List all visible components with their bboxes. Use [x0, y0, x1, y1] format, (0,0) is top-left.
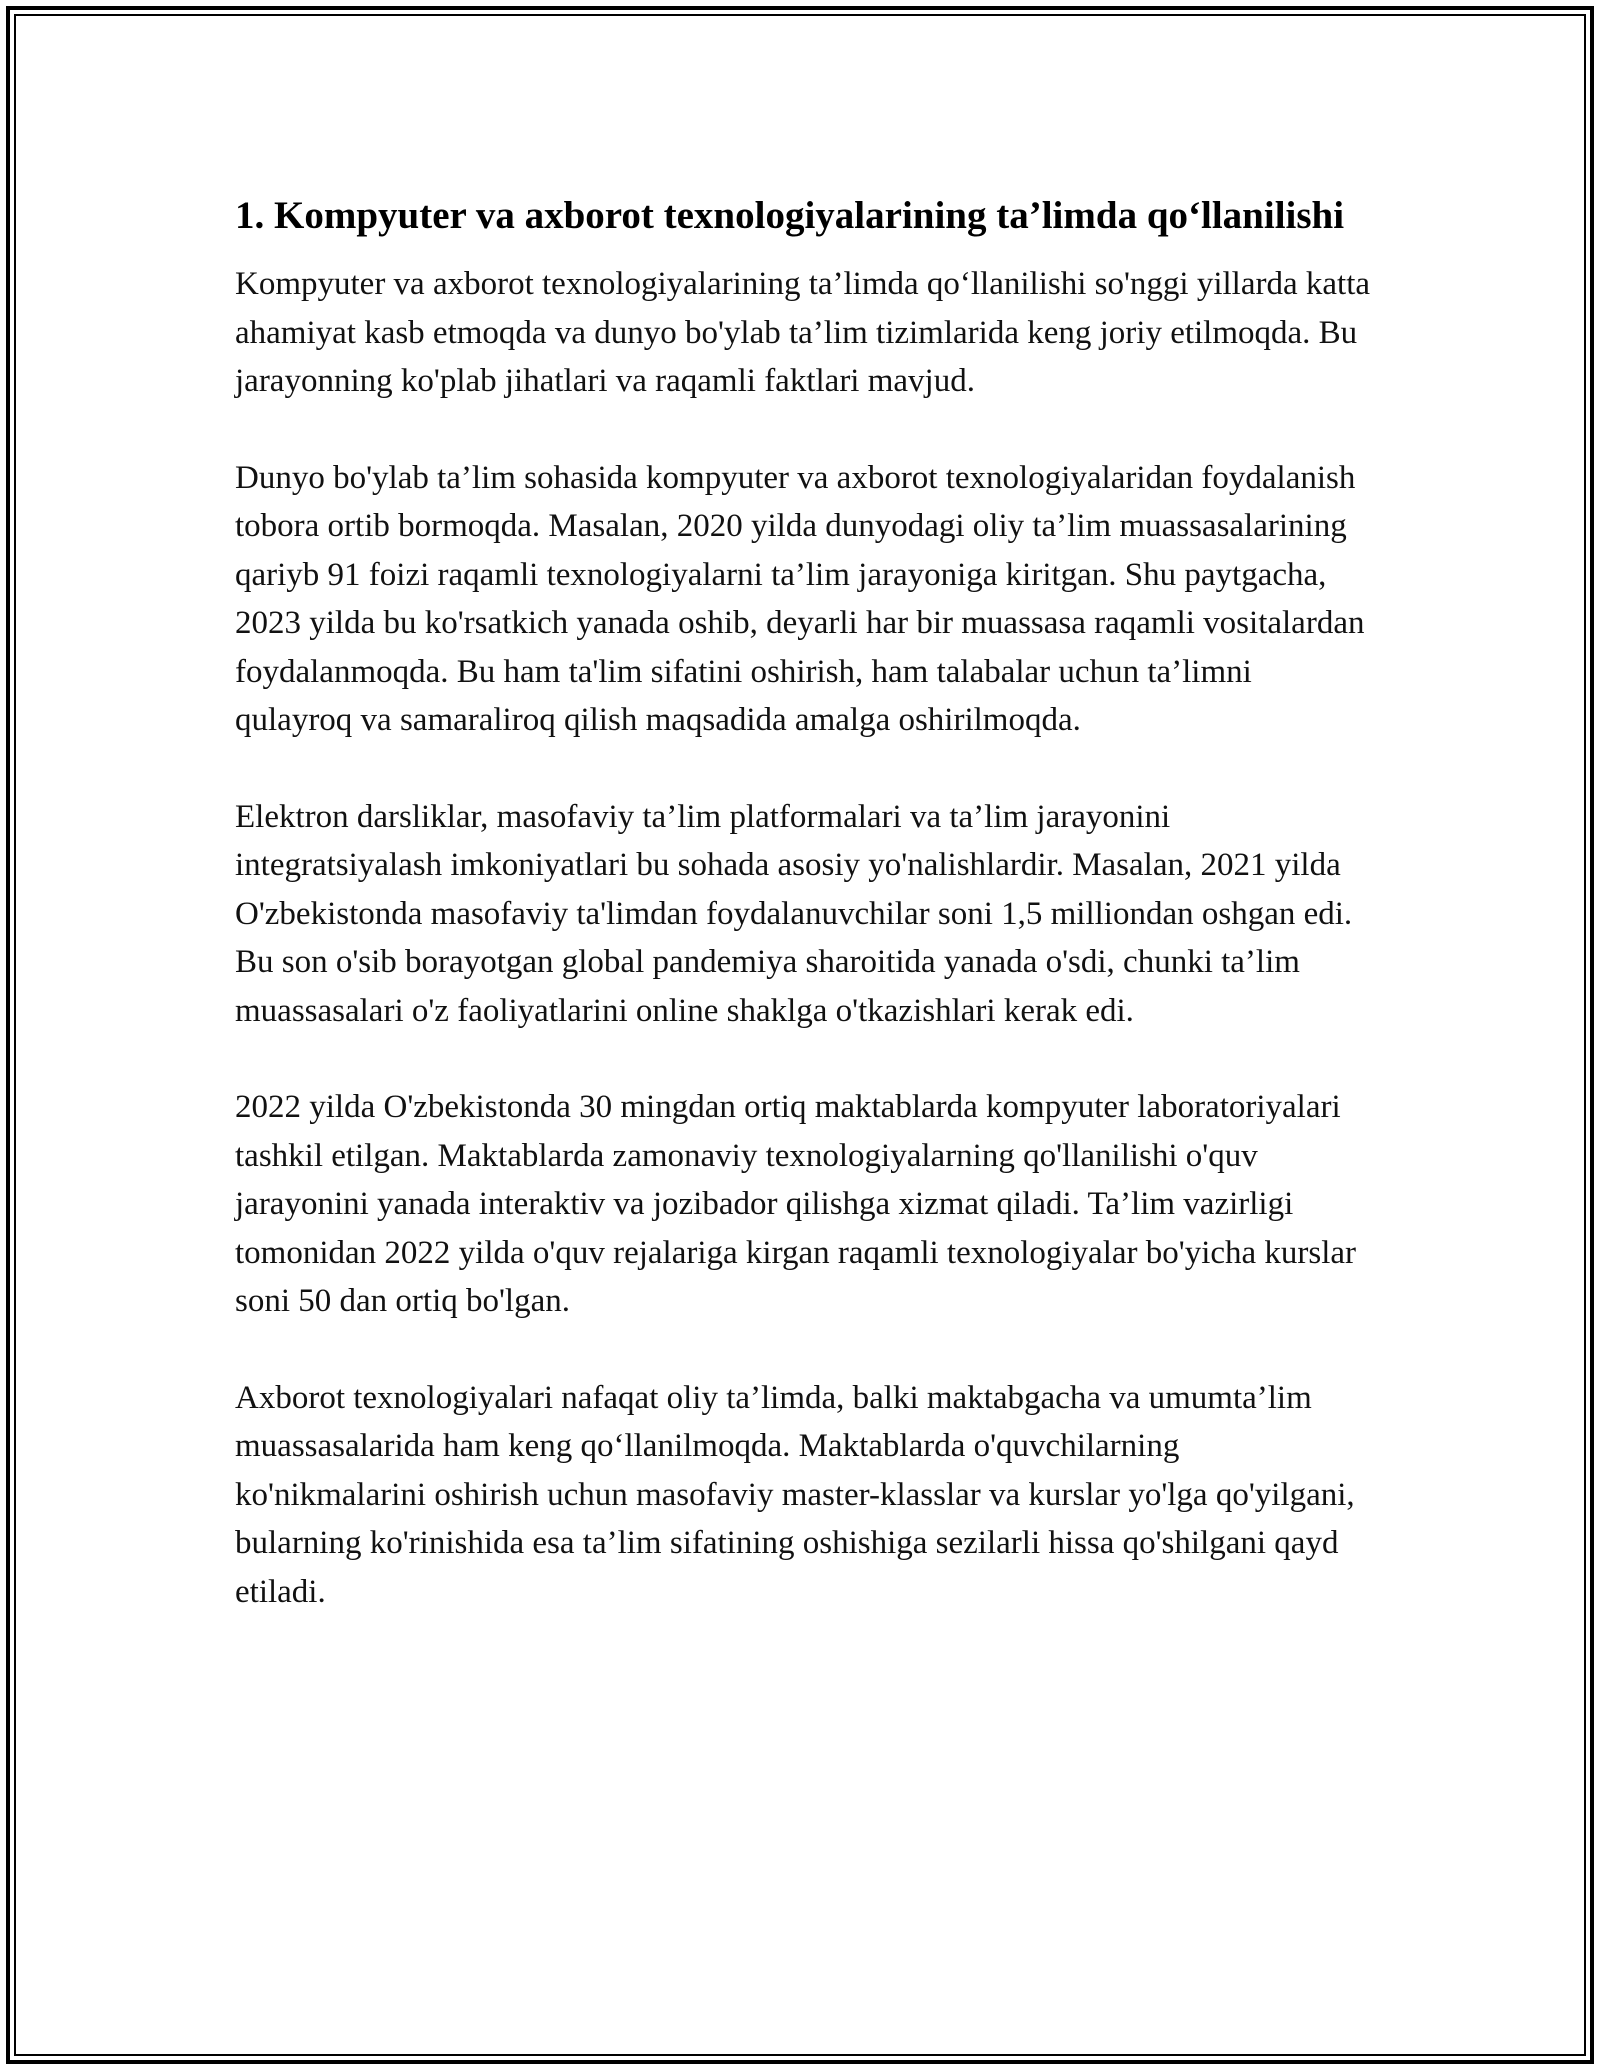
section-heading: 1. Kompyuter va axborot texnologiyalarining ta’limda qo‘llanilishi — [235, 194, 1345, 237]
paragraph-3: Elektron darsliklar, masofaviy ta’lim platformalari va ta’lim jarayonini integratsiyalash imkoniyatlari bu sohada asosiy yo'nalishlardir. Masalan, 2021 yilda O'zbekistonda masofaviy ta'limdan foydalanuvchilar soni 1,5 milliondan oshgan edi. Bu son o'sib borayotgan global pandemiya sharoitida yanada o'sdi, chunki ta’lim muassasalari o'z faoliyatlarini online shaklga o'tkazishlari kerak edi. — [235, 798, 1353, 1029]
paragraph-1: Kompyuter va axborot texnologiyalarining ta’limda qo‘llanilishi so'nggi yillarda katta ahamiyat kasb etmoqda va dunyo bo'ylab ta’lim tizimlarida keng joriy etilmoqda. Bu jarayonning ko'plab jihatlari va raqamli faktlari mavjud. — [235, 266, 1371, 399]
paragraph-2: Dunyo bo'ylab ta’lim sohasida kompyuter va axborot texnologiyalaridan foydalanish tobora ortib bormoqda. Masalan, 2020 yilda dunyodagi oliy ta’lim muassasalarining qariyb 91 foizi raqamli texnologiyalarni ta’lim jarayoniga kiritgan. Shu paytgacha, 2023 yilda bu ko'rsatkich yanada oshib, deyarli har bir muassasa raqamli vositalardan foydalanmoqda. Bu ham ta'lim sifatini oshirish, ham talabalar uchun ta’limni qulayroq va samaraliroq qilish maqsadida amalga oshirilmoqda. — [235, 459, 1365, 738]
document-body — [235, 188, 1375, 1664]
paragraph-4: 2022 yilda O'zbekistonda 30 mingdan ortiq maktablarda kompyuter laboratoriyalari tashkil etilgan. Maktablarda zamonaviy texnologiyalarning qo'llanilishi o'quv jarayonini yanada interaktiv va jozibador qilishga xizmat qiladi. Ta’lim vazirligi tomonidan 2022 yilda o'quv rejalariga kirgan raqamli texnologiyalar bo'yicha kurslar soni 50 dan ortiq bo'lgan. — [235, 1089, 1357, 1319]
paragraph-5: Axborot texnologiyalari nafaqat oliy ta’limda, balki maktabgacha va umumta’lim muassasalarida ham keng qo‘llanilmoqda. Maktablarda o'quvchilarning ko'nikmalarini oshirish uchun masofaviy master-klasslar va kurslar yo'lga qo'yilgani, bularning ko'rinishida esa ta’lim sifatining oshishiga sezilarli hissa qo'shilgani qayd etiladi. — [235, 1379, 1355, 1610]
